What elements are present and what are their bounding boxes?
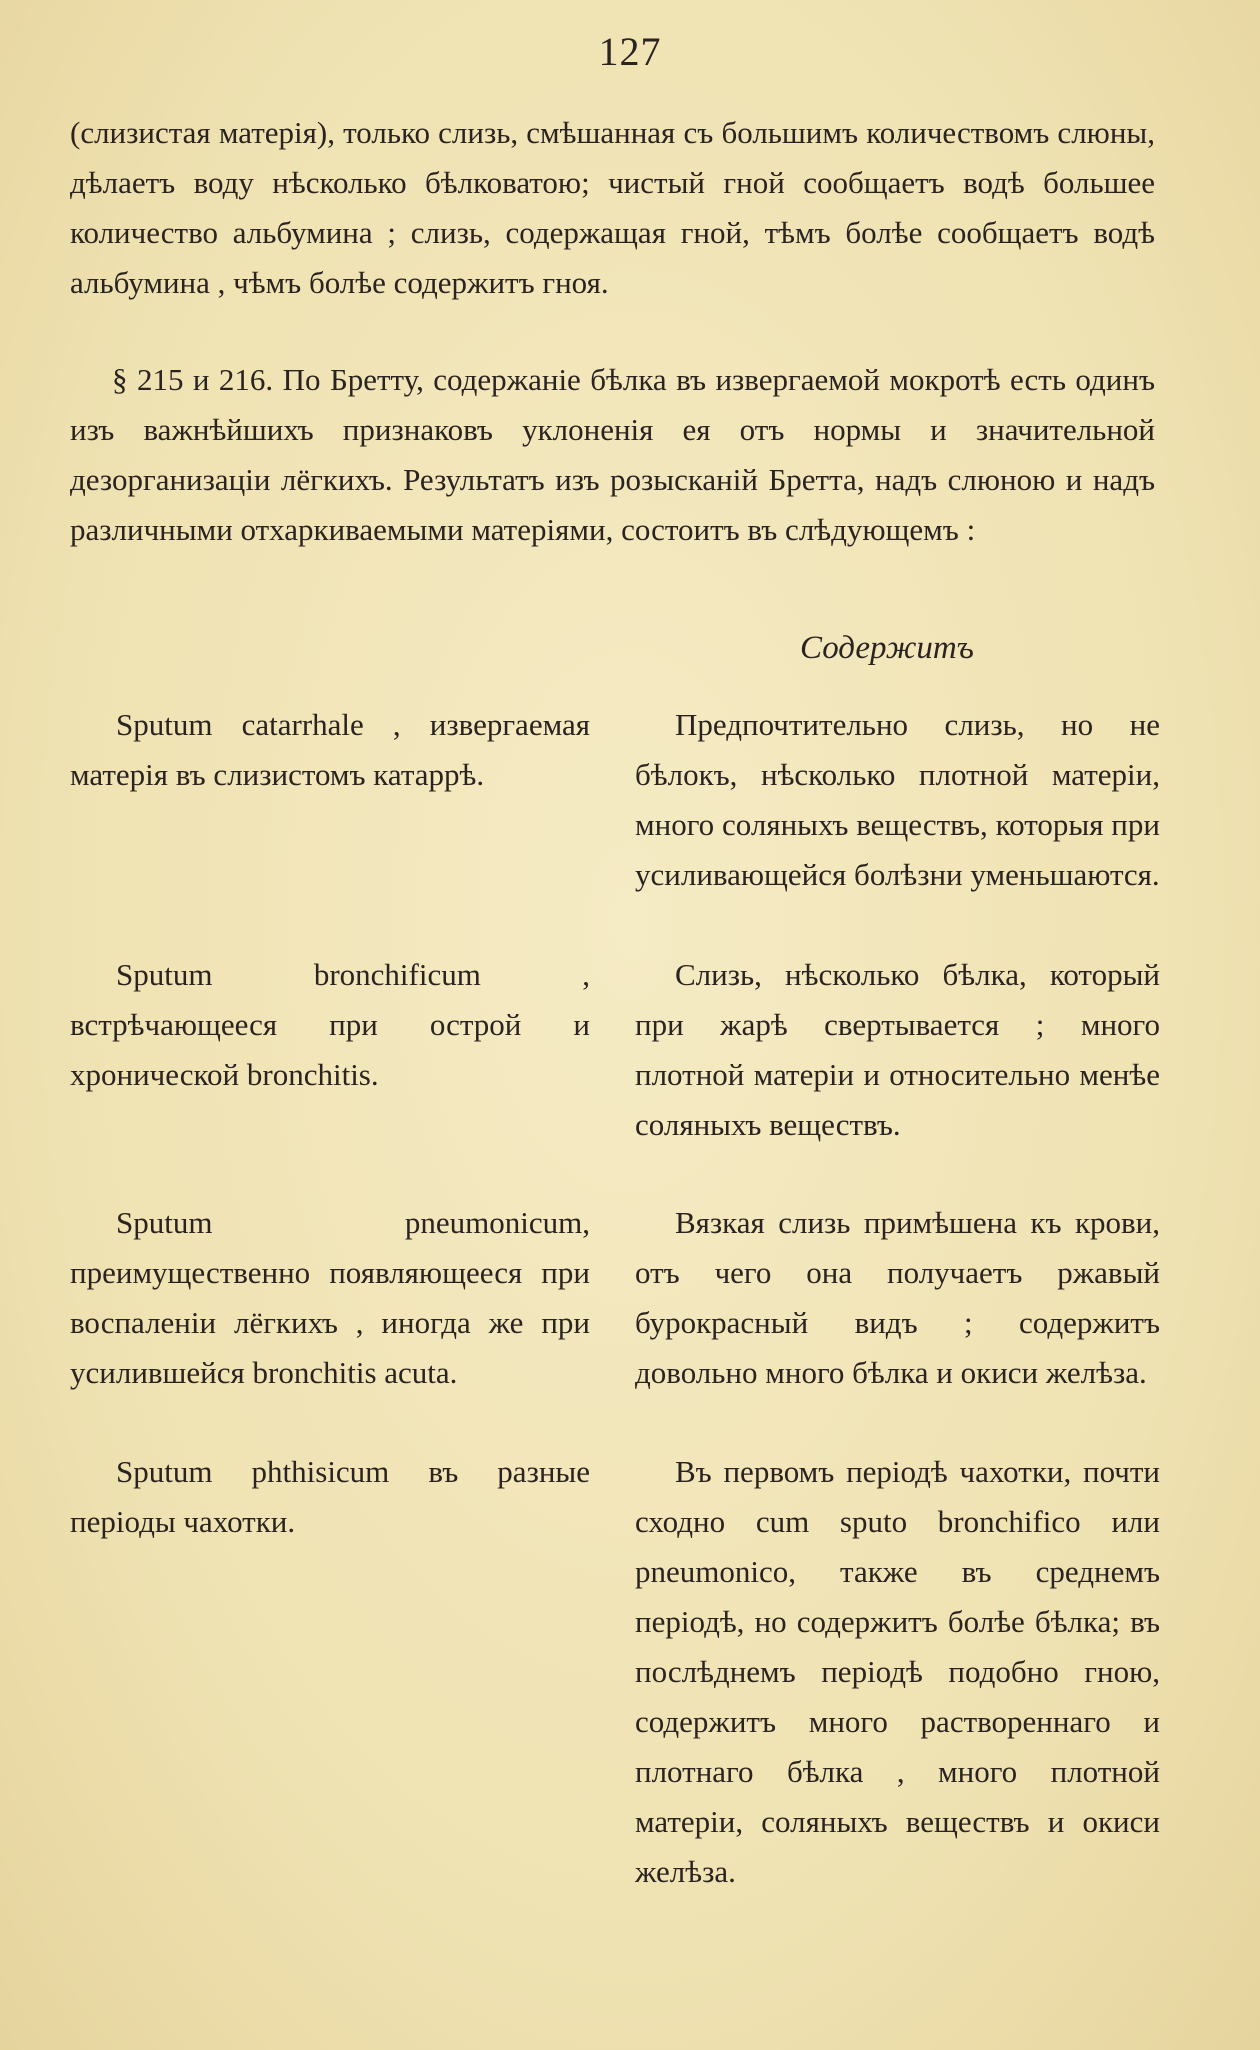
sputum-type-bronchificum: Sputum bronchificum , встрѣчающееся при острой и хронической bronchitis. xyxy=(70,957,590,1092)
sputum-type-catarrhale: Sputum catarrhale , извергаемая матерія въ слизистомъ катаррѣ. xyxy=(70,707,590,792)
paragraph-continuation: (слизистая матерія), только слизь, смѣшанная съ большимъ количествомъ слюны, дѣлаетъ воду нѣсколько бѣлковатою; чистый гной сообщаетъ водѣ большее количество альбумина ; слизь, содержащая гной, тѣмъ болѣе сообщаетъ водѣ альбумина , чѣмъ болѣе содержитъ гноя. xyxy=(70,115,1155,300)
sputum-contents-phthisicum: Въ первомъ періодѣ чахотки, почти сходно cum sputo bronchifico или pneumonico, также въ среднемъ періодѣ, но содержитъ болѣе бѣлка; въ послѣднемъ періодѣ подобно гною, содержитъ много раствореннаго и плотнаго бѣлка , много плотной матеріи, соляныхъ веществъ и окиси желѣза. xyxy=(635,1454,1160,1889)
sputum-contents-bronchificum: Слизь, нѣсколько бѣлка, который при жарѣ свертывается ; много плотной матеріи и относительно менѣе соляныхъ веществъ. xyxy=(635,957,1160,1142)
column-heading-contains: Содержитъ xyxy=(800,630,974,666)
sputum-contents-catarrhale: Предпочтительно слизь, но не бѣлокъ, нѣсколько плотной матеріи, много соляныхъ веществъ, которыя при усиливающейся болѣзни уменьшаются. xyxy=(635,707,1160,892)
paragraph-section-215-216: § 215 и 216. По Бретту, содержаніе бѣлка въ извергаемой мокротѣ есть одинъ изъ важнѣйшихъ признаковъ уклоненія ея отъ нормы и значительной дезорганизаціи лёгкихъ. Результатъ изъ розысканій Бретта, надъ слюною и надъ различными отхаркиваемыми матеріями, состоитъ въ слѣдующемъ : xyxy=(70,362,1155,547)
page-number: 127 xyxy=(598,29,662,74)
sputum-type-pneumonicum: Sputum pneumonicum, преимущественно появляющееся при воспаленіи лёгкихъ , иногда же при усилившейся bronchitis acuta. xyxy=(70,1205,590,1390)
sputum-contents-pneumonicum: Вязкая слизь примѣшена къ крови, отъ чего она получаетъ ржавый бурокрасный видъ ; содержитъ довольно много бѣлка и окиси желѣза. xyxy=(635,1205,1160,1390)
sputum-type-phthisicum: Sputum phthisicum въ разные періоды чахотки. xyxy=(70,1454,590,1539)
